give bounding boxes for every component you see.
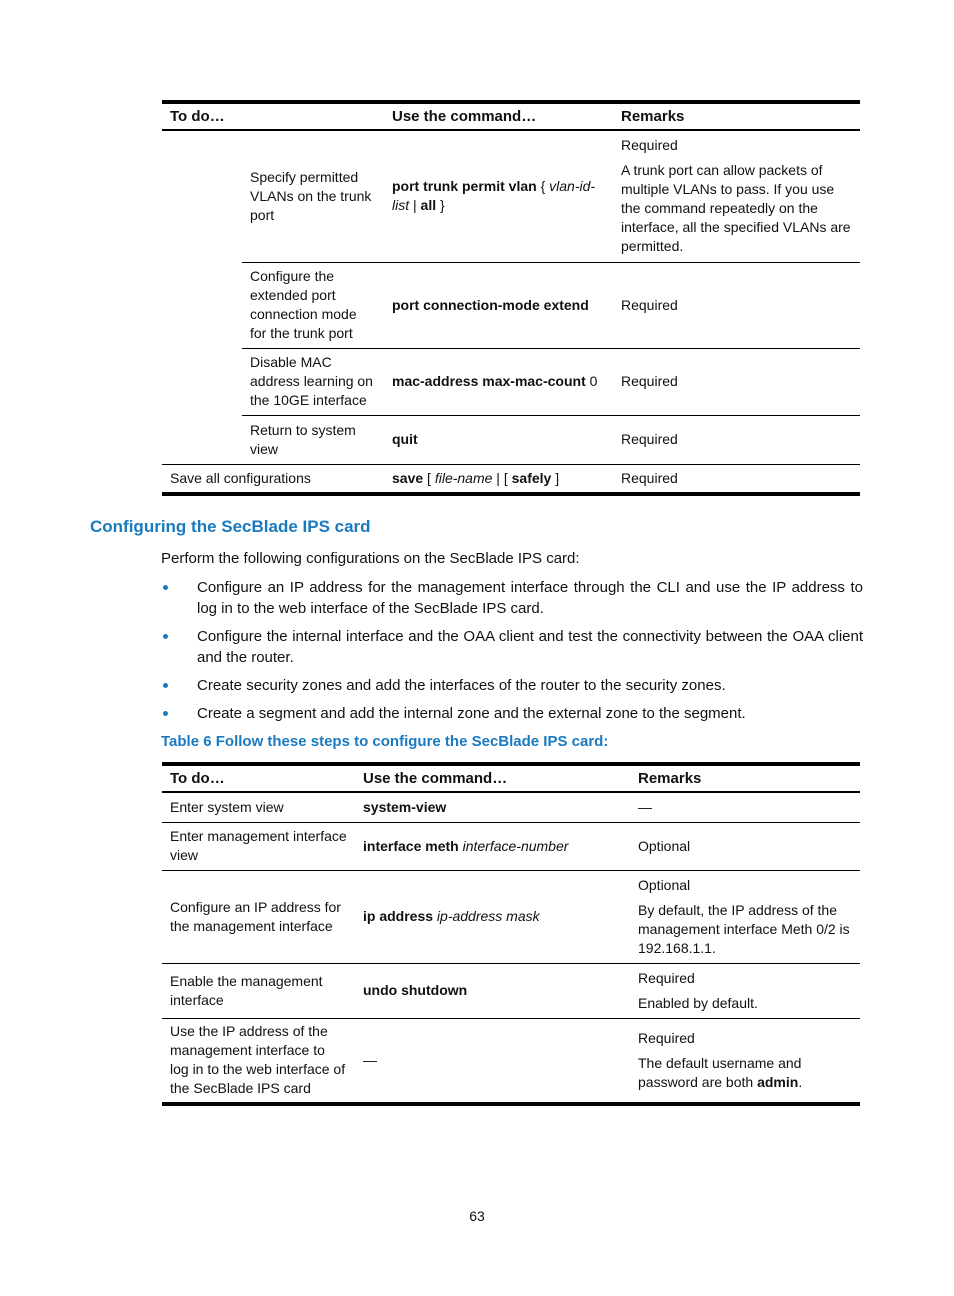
remarks-cell: Optional (638, 837, 691, 854)
table-header-row (162, 102, 860, 130)
table-row (162, 415, 860, 464)
section-heading: Configuring the SecBlade IPS card (90, 517, 371, 536)
command-cell: system-view (363, 798, 447, 815)
col-header-command: Use the command… (363, 770, 508, 787)
table-caption: Table 6 Follow these steps to configure the SecBlade IPS card: (161, 733, 609, 750)
command-cell: quit (392, 431, 418, 447)
command-cell: port connection-mode extend (384, 262, 613, 348)
command-cell: mac-address max-mac-count 0 (384, 348, 613, 415)
todo-cell: Configure an IP address for the management interface (170, 898, 341, 934)
trunk-config-table (162, 100, 860, 496)
list-item: Configure the internal interface and the OAA client and test the connectivity between the OAA client and the router. (161, 626, 863, 668)
command-cell: ip address ip-address mask (363, 908, 540, 924)
list-item: Configure an IP address for the management interface through the CLI and use the IP address to log in to the web interface of the SecBlade IPS card. (161, 577, 863, 619)
table-row (162, 963, 860, 1018)
command-cell: — (363, 1051, 377, 1068)
indent-cell (162, 130, 242, 464)
todo-cell: Specify permitted VLANs on the trunk port (242, 130, 384, 262)
remarks-cell: Required The default username and password are both admin. (638, 1029, 803, 1090)
table-row (162, 792, 860, 822)
command-cell: interface meth interface-number (363, 837, 569, 854)
table-row (162, 822, 860, 870)
command-cell: undo shutdown (363, 982, 468, 998)
remarks-cell: Required (621, 469, 678, 486)
remarks-cell: Required A trunk port can allow packets of multiple VLANs to pass. If you use the command repeatedly on the interface, all the specified VLANs are permitted. (613, 130, 860, 262)
todo-cell: Return to system view (250, 421, 356, 457)
col-header-command: Use the command… (392, 108, 537, 125)
remarks-cell: Optional By default, the IP address of the management interface Meth 0/2 is 192.168.1.1. (638, 876, 850, 956)
todo-cell: Enable the management interface (170, 972, 323, 1008)
table-row (162, 130, 860, 262)
table-row (162, 870, 860, 963)
bullet-icon (163, 683, 168, 688)
bullet-icon (163, 585, 168, 590)
todo-cell: Enter system view (170, 798, 284, 815)
table-row (162, 1018, 860, 1104)
todo-cell: Enter management interface view (170, 828, 347, 863)
remarks-cell: Required (621, 431, 678, 447)
command-cell: save [ file-name | [ safely ] (392, 469, 560, 486)
command-cell: port trunk permit vlan { vlan-id-list | all } (384, 130, 613, 262)
todo-cell: Save all configurations (170, 469, 311, 486)
list-item: Create security zones and add the interfaces of the router to the security zones. (161, 675, 863, 696)
todo-cell: Configure the extended port connection mode for the trunk port (242, 262, 384, 348)
intro-paragraph: Perform the following configurations on the SecBlade IPS card: (161, 550, 580, 567)
bullet-list (161, 577, 863, 731)
col-header-remarks: Remarks (638, 770, 702, 787)
bullet-icon (163, 711, 168, 716)
table-row (162, 262, 860, 348)
table-row (162, 348, 860, 415)
bullet-icon (163, 634, 168, 639)
col-header-remarks: Remarks (621, 108, 685, 125)
remarks-cell: Required Enabled by default. (638, 969, 758, 1011)
col-header-todo: To do… (170, 108, 225, 125)
todo-cell: Use the IP address of the management interface to log in to the web interface of the SecBlade IPS card (170, 1023, 346, 1097)
col-header-todo: To do… (170, 770, 225, 787)
list-item: Create a segment and add the internal zone and the external zone to the segment. (161, 703, 863, 724)
table-row (162, 464, 860, 494)
remarks-cell: — (638, 798, 652, 815)
ips-config-table (162, 762, 860, 1106)
todo-cell: Disable MAC address learning on the 10GE interface (242, 348, 384, 415)
page-number: 63 (469, 1208, 485, 1224)
remarks-cell: Required (613, 262, 860, 348)
table-header-row (162, 764, 860, 792)
remarks-cell: Required (613, 348, 860, 415)
